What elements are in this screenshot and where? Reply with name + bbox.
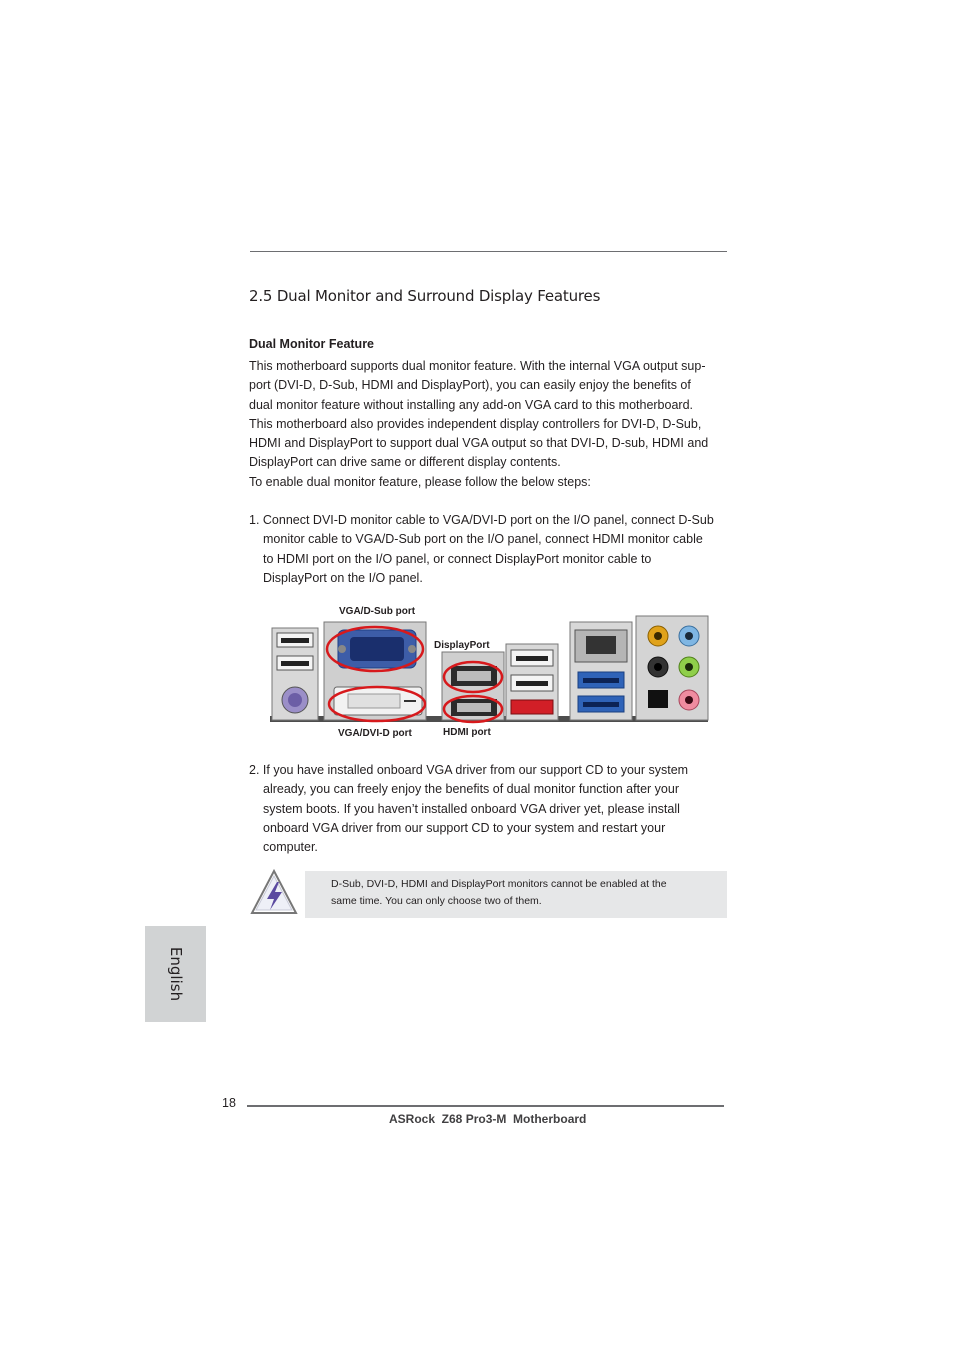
intro-line: This motherboard also provides independent display controllers for DVI-D, D-Sub, bbox=[249, 416, 702, 431]
usb-ps2-stack bbox=[272, 628, 318, 720]
displayport-label: DisplayPort bbox=[434, 640, 490, 651]
step-2-line: onboard VGA driver from our support CD to your system and restart your bbox=[263, 820, 666, 835]
note-text bbox=[331, 876, 667, 910]
step-1-line: to HDMI port on the I/O panel, or connect DisplayPort monitor cable to bbox=[263, 551, 652, 566]
note-line: D-Sub, DVI-D, HDMI and DisplayPort monitors cannot be enabled at the bbox=[331, 878, 667, 890]
step-2-line: already, you can freely enjoy the benefits of dual monitor function after your bbox=[263, 782, 679, 797]
hdmi-port-label: HDMI port bbox=[443, 727, 491, 738]
bottom-rule bbox=[247, 1105, 724, 1107]
section-title: 2.5 Dual Monitor and Surround Display Features bbox=[249, 287, 601, 305]
vga-dsub-port-label: VGA/D-Sub port bbox=[339, 606, 416, 617]
intro-line: dual monitor feature without installing any add-on VGA card to this motherboard. bbox=[249, 397, 694, 412]
intro-line: port (DVI-D, D-Sub, HDMI and DisplayPort), you can easily enjoy the benefits of bbox=[249, 378, 691, 393]
step-1-line: monitor cable to VGA/D-Sub port on the I/O panel, connect HDMI monitor cable bbox=[263, 532, 703, 547]
intro-line: HDMI and DisplayPort to support dual VGA output so that DVI-D, D-sub, HDMI and bbox=[249, 436, 709, 451]
step-1-line: DisplayPort on the I/O panel. bbox=[263, 570, 423, 585]
language-side-tab bbox=[145, 926, 206, 1022]
io-panel-illustration bbox=[268, 612, 710, 726]
subsection-title: Dual Monitor Feature bbox=[249, 337, 375, 351]
top-rule bbox=[250, 251, 727, 252]
warning-icon bbox=[249, 868, 299, 916]
usb-esata-stack bbox=[506, 644, 558, 720]
step-2-line: system boots. If you haven’t installed onboard VGA driver yet, please install bbox=[263, 801, 680, 816]
page-number: 18 bbox=[222, 1096, 236, 1110]
intro-line: DisplayPort can drive same or different display contents. bbox=[249, 455, 561, 470]
lan-usb3-stack bbox=[570, 622, 632, 720]
intro-paragraph bbox=[249, 357, 729, 492]
audio-jacks bbox=[636, 616, 708, 720]
step-1-line: 1. Connect DVI-D monitor cable to VGA/DVI-D port on the I/O panel, connect D-Sub bbox=[249, 513, 714, 527]
side-tab-label: English bbox=[166, 946, 185, 1002]
note-line: same time. You can only choose two of them. bbox=[331, 895, 542, 907]
intro-line: To enable dual monitor feature, please follow the below steps: bbox=[249, 474, 591, 489]
footer-product-name: ASRock Z68 Pro3-M Motherboard bbox=[389, 1112, 587, 1126]
step-2-line: computer. bbox=[263, 840, 318, 855]
step-1 bbox=[249, 511, 729, 588]
step-2 bbox=[249, 761, 729, 857]
intro-line: This motherboard supports dual monitor feature. With the internal VGA output sup- bbox=[249, 359, 706, 373]
vga-dvid-port-label: VGA/DVI-D port bbox=[338, 728, 412, 739]
step-2-line: 2. If you have installed onboard VGA driver from our support CD to your system bbox=[249, 763, 689, 777]
